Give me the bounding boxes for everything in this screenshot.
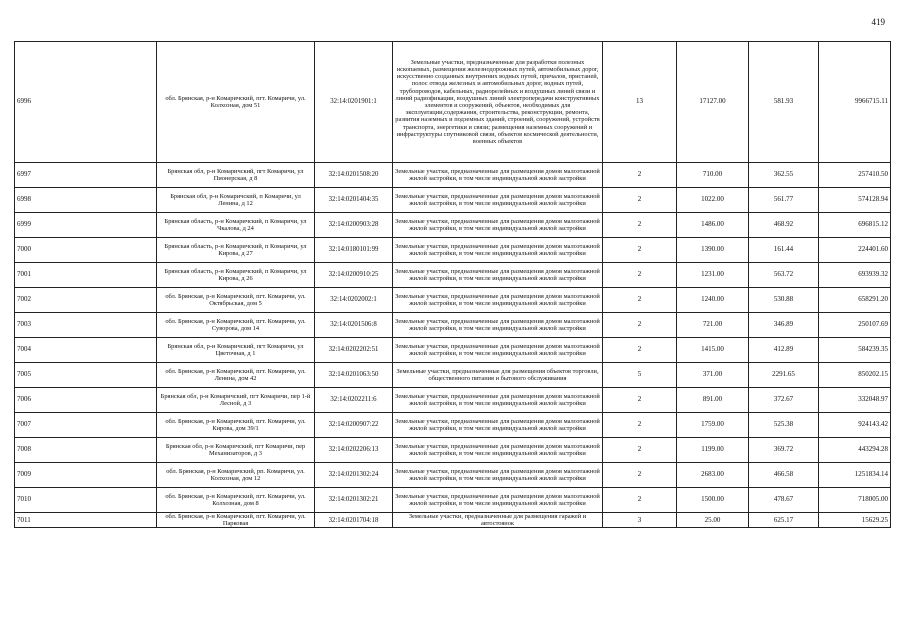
row-number: 6998	[15, 188, 157, 213]
group-number-cell: 2	[603, 313, 677, 338]
group-number-cell: 2	[603, 188, 677, 213]
permitted-use-cell: Земельные участки, предназначенные для размещения домов малоэтажной жилой застройки, в том числе индивидуальной жилой застройки	[393, 213, 603, 238]
permitted-use-cell: Земельные участки, предназначенные для размещения гаражей и автостоянок	[393, 513, 603, 528]
cadastral-number-cell: 32:14:0200910:25	[315, 263, 393, 288]
row-number: 7011	[15, 513, 157, 528]
cadastral-number-cell: 32:14:0201302:21	[315, 488, 393, 513]
address-cell: обл. Брянская, р-н Комаричский, рп. Комаричи, ул. Колхозная, дом 12	[157, 463, 315, 488]
cadastral-value-cell: 924143.42	[819, 413, 891, 438]
table-row	[15, 488, 891, 513]
specific-value-cell: 346.89	[749, 313, 819, 338]
specific-value-cell: 372.67	[749, 388, 819, 413]
specific-value-cell: 561.77	[749, 188, 819, 213]
specific-value-cell: 530.88	[749, 288, 819, 313]
address-cell: Брянская обл, р-н Комаричский, пгт Комаричи, пер 1-й Лесной, д 3	[157, 388, 315, 413]
table-row	[15, 513, 891, 528]
cadastral-value-cell: 584239.35	[819, 338, 891, 363]
cadastral-number-cell: 32:14:0180101:99	[315, 238, 393, 263]
row-number: 7001	[15, 263, 157, 288]
cadastral-number-cell: 32:14:0200907:22	[315, 413, 393, 438]
cadastral-value-cell: 693939.32	[819, 263, 891, 288]
cadastral-value-cell: 250107.69	[819, 313, 891, 338]
address-cell: обл. Брянская, р-н Комаричский, пгт. Комаричи, ул. Кирова, дом 39/1	[157, 413, 315, 438]
row-number: 7010	[15, 488, 157, 513]
cadastral-number-cell: 32:14:0201901:1	[315, 42, 393, 163]
address-cell: Брянская обл, р-н Комаричский, пгт Комаричи, ул Пионерская, д 8	[157, 163, 315, 188]
cadastral-value-cell: 9966715.11	[819, 42, 891, 163]
specific-value-cell: 362.55	[749, 163, 819, 188]
address-cell: обл. Брянская, р-н Комаричский, пгт. Комаричи, ул. Октябрьская, дом 5	[157, 288, 315, 313]
table-row	[15, 338, 891, 363]
area-cell: 1199.00	[677, 438, 749, 463]
cadastral-number-cell: 32:14:0202202:51	[315, 338, 393, 363]
address-cell: обл. Брянская, р-н Комаричский, пгт. Комаричи, ул. Ленина, дом 42	[157, 363, 315, 388]
area-cell: 25.00	[677, 513, 749, 528]
specific-value-cell: 478.67	[749, 488, 819, 513]
address-cell: Брянская область, р-н Комаричский, п Комаричи, ул Чкалова, д 24	[157, 213, 315, 238]
group-number-cell: 2	[603, 413, 677, 438]
group-number-cell: 2	[603, 238, 677, 263]
row-number: 7000	[15, 238, 157, 263]
group-number-cell: 2	[603, 388, 677, 413]
table-row	[15, 163, 891, 188]
permitted-use-cell: Земельные участки, предназначенные для размещения домов малоэтажной жилой застройки, в том числе индивидуальной жилой застройки	[393, 438, 603, 463]
group-number-cell: 5	[603, 363, 677, 388]
cadastral-value-cell: 443294.28	[819, 438, 891, 463]
row-number: 7005	[15, 363, 157, 388]
specific-value-cell: 466.58	[749, 463, 819, 488]
area-cell: 1231.00	[677, 263, 749, 288]
address-cell: Брянская обл, р-н Комаричский, пгт Комаричи, ул Цветочная, д 1	[157, 338, 315, 363]
row-number: 7004	[15, 338, 157, 363]
area-cell: 1240.00	[677, 288, 749, 313]
permitted-use-cell: Земельные участки, предназначенные для размещения домов малоэтажной жилой застройки, в том числе индивидуальной жилой застройки	[393, 413, 603, 438]
permitted-use-cell: Земельные участки, предназначенные для размещения домов малоэтажной жилой застройки, в том числе индивидуальной жилой застройки	[393, 388, 603, 413]
permitted-use-cell: Земельные участки, предназначенные для размещения домов малоэтажной жилой застройки, в том числе индивидуальной жилой застройки	[393, 488, 603, 513]
address-cell: Брянская обл, р-н Комаричский, п Комаричи, ул Ленина, д 12	[157, 188, 315, 213]
area-cell: 2683.00	[677, 463, 749, 488]
specific-value-cell: 412.89	[749, 338, 819, 363]
group-number-cell: 2	[603, 438, 677, 463]
row-number: 6996	[15, 42, 157, 163]
row-number: 7006	[15, 388, 157, 413]
table-row	[15, 413, 891, 438]
area-cell: 710.00	[677, 163, 749, 188]
permitted-use-cell: Земельные участки, предназначенные для размещения домов малоэтажной жилой застройки, в том числе индивидуальной жилой застройки	[393, 263, 603, 288]
cadastral-number-cell: 32:14:0202002:1	[315, 288, 393, 313]
group-number-cell: 2	[603, 488, 677, 513]
group-number-cell: 2	[603, 213, 677, 238]
specific-value-cell: 369.72	[749, 438, 819, 463]
area-cell: 721.00	[677, 313, 749, 338]
table-row	[15, 438, 891, 463]
address-cell: обл. Брянская, р-н Комаричский, пгт. Комаричи, ул. Колхозная, дом 8	[157, 488, 315, 513]
area-cell: 1500.00	[677, 488, 749, 513]
cadastral-value-cell: 658291.20	[819, 288, 891, 313]
row-number: 6997	[15, 163, 157, 188]
table-row	[15, 213, 891, 238]
row-number: 7008	[15, 438, 157, 463]
table-row	[15, 238, 891, 263]
permitted-use-cell: Земельные участки, предназначенные для размещения домов малоэтажной жилой застройки, в том числе индивидуальной жилой застройки	[393, 163, 603, 188]
cadastral-number-cell: 32:14:0201508:20	[315, 163, 393, 188]
cadastral-value-cell: 15629.25	[819, 513, 891, 528]
specific-value-cell: 625.17	[749, 513, 819, 528]
group-number-cell: 2	[603, 338, 677, 363]
cadastral-number-cell: 32:14:0201704:18	[315, 513, 393, 528]
specific-value-cell: 468.92	[749, 213, 819, 238]
row-number: 7002	[15, 288, 157, 313]
address-cell: Брянская область, р-н Комаричский, п Комаричи, ул Кирова, д 27	[157, 238, 315, 263]
area-cell: 891.00	[677, 388, 749, 413]
address-cell: обл. Брянская, р-н Комаричский, пгт. Комаричи, ул. Суворова, дом 14	[157, 313, 315, 338]
group-number-cell: 3	[603, 513, 677, 528]
table-row	[15, 288, 891, 313]
cadastral-number-cell: 32:14:0202206:13	[315, 438, 393, 463]
specific-value-cell: 2291.65	[749, 363, 819, 388]
specific-value-cell: 563.72	[749, 263, 819, 288]
cadastral-value-cell: 696815.12	[819, 213, 891, 238]
cadastral-number-cell: 32:14:0201506:8	[315, 313, 393, 338]
cadastral-value-cell: 257410.50	[819, 163, 891, 188]
permitted-use-cell: Земельные участки, предназначенные для размещения домов малоэтажной жилой застройки, в том числе индивидуальной жилой застройки	[393, 313, 603, 338]
table-row	[15, 388, 891, 413]
table-row	[15, 42, 891, 163]
permitted-use-cell: Земельные участки, предназначенные для размещения объектов торговли, общественного питания и бытового обслуживания	[393, 363, 603, 388]
specific-value-cell: 581.93	[749, 42, 819, 163]
row-number: 7003	[15, 313, 157, 338]
permitted-use-cell: Земельные участки, предназначенные для размещения домов малоэтажной жилой застройки, в том числе индивидуальной жилой застройки	[393, 238, 603, 263]
cadastral-number-cell: 32:14:0201063:50	[315, 363, 393, 388]
page-number: 419	[871, 17, 885, 27]
group-number-cell: 2	[603, 463, 677, 488]
address-cell: обл. Брянская, р-н Комаричский, пгт. Комаричи, ул. Колхозная, дом 51	[157, 42, 315, 163]
address-cell: Брянская обл, р-н Комаричский, пгт Комаричи, пер Механизаторов, д 3	[157, 438, 315, 463]
permitted-use-cell: Земельные участки, предназначенные для разработки полезных ископаемых, размещения железнодорожных путей, автомобильных дорог, искусственно созданных внутренних водных путей, причалов, пристаней, полос отвода железных и автомобильных дорог, водных путей, трубопроводов, кабельных, радиорелейных и воздушных линий связи и линий радиофикации, воздушных линий электропередачи конструктивных элементов и сооружений, объектов, необходимых для эксплуатации,содержания, строительства, реконструкции, ремонта, развития наземных и подземных зданий, строений, сооружений, устройств транспорта, энергетики и связи; размещения наземных сооружений и инфраструктуры спутниковой связи, объектов космической деятельности, военных объектов	[393, 42, 603, 163]
cadastral-value-cell: 574128.94	[819, 188, 891, 213]
group-number-cell: 2	[603, 163, 677, 188]
address-cell: Брянская область, р-н Комаричский, п Комаричи, ул Кирова, д 26	[157, 263, 315, 288]
permitted-use-cell: Земельные участки, предназначенные для размещения домов малоэтажной жилой застройки, в том числе индивидуальной жилой застройки	[393, 338, 603, 363]
cadastral-value-cell: 1251834.14	[819, 463, 891, 488]
cadastral-number-cell: 32:14:0201302:24	[315, 463, 393, 488]
permitted-use-cell: Земельные участки, предназначенные для размещения домов малоэтажной жилой застройки, в том числе индивидуальной жилой застройки	[393, 288, 603, 313]
row-number: 7007	[15, 413, 157, 438]
group-number-cell: 2	[603, 288, 677, 313]
table-row	[15, 188, 891, 213]
row-number: 6999	[15, 213, 157, 238]
table-row	[15, 363, 891, 388]
area-cell: 1390.00	[677, 238, 749, 263]
cadastral-value-cell: 718005.00	[819, 488, 891, 513]
group-number-cell: 2	[603, 263, 677, 288]
cadastral-value-cell: 332048.97	[819, 388, 891, 413]
specific-value-cell: 161.44	[749, 238, 819, 263]
area-cell: 1486.00	[677, 213, 749, 238]
area-cell: 17127.00	[677, 42, 749, 163]
area-cell: 1415.00	[677, 338, 749, 363]
area-cell: 1759.00	[677, 413, 749, 438]
permitted-use-cell: Земельные участки, предназначенные для размещения домов малоэтажной жилой застройки, в том числе индивидуальной жилой застройки	[393, 188, 603, 213]
permitted-use-cell: Земельные участки, предназначенные для размещения домов малоэтажной жилой застройки, в том числе индивидуальной жилой застройки	[393, 463, 603, 488]
address-cell: обл. Брянская, р-н Комаричский, пгт. Комаричи, ул. Парковая	[157, 513, 315, 528]
area-cell: 371.00	[677, 363, 749, 388]
table-row	[15, 263, 891, 288]
cadastral-value-cell: 224401.60	[819, 238, 891, 263]
cadastral-number-cell: 32:14:0202211:6	[315, 388, 393, 413]
table-row	[15, 313, 891, 338]
cadastral-number-cell: 32:14:0201404:35	[315, 188, 393, 213]
cadastral-number-cell: 32:14:0200903:28	[315, 213, 393, 238]
area-cell: 1022.00	[677, 188, 749, 213]
land-registry-table	[14, 41, 891, 528]
specific-value-cell: 525.38	[749, 413, 819, 438]
table-row	[15, 463, 891, 488]
group-number-cell: 13	[603, 42, 677, 163]
row-number: 7009	[15, 463, 157, 488]
cadastral-value-cell: 850202.15	[819, 363, 891, 388]
